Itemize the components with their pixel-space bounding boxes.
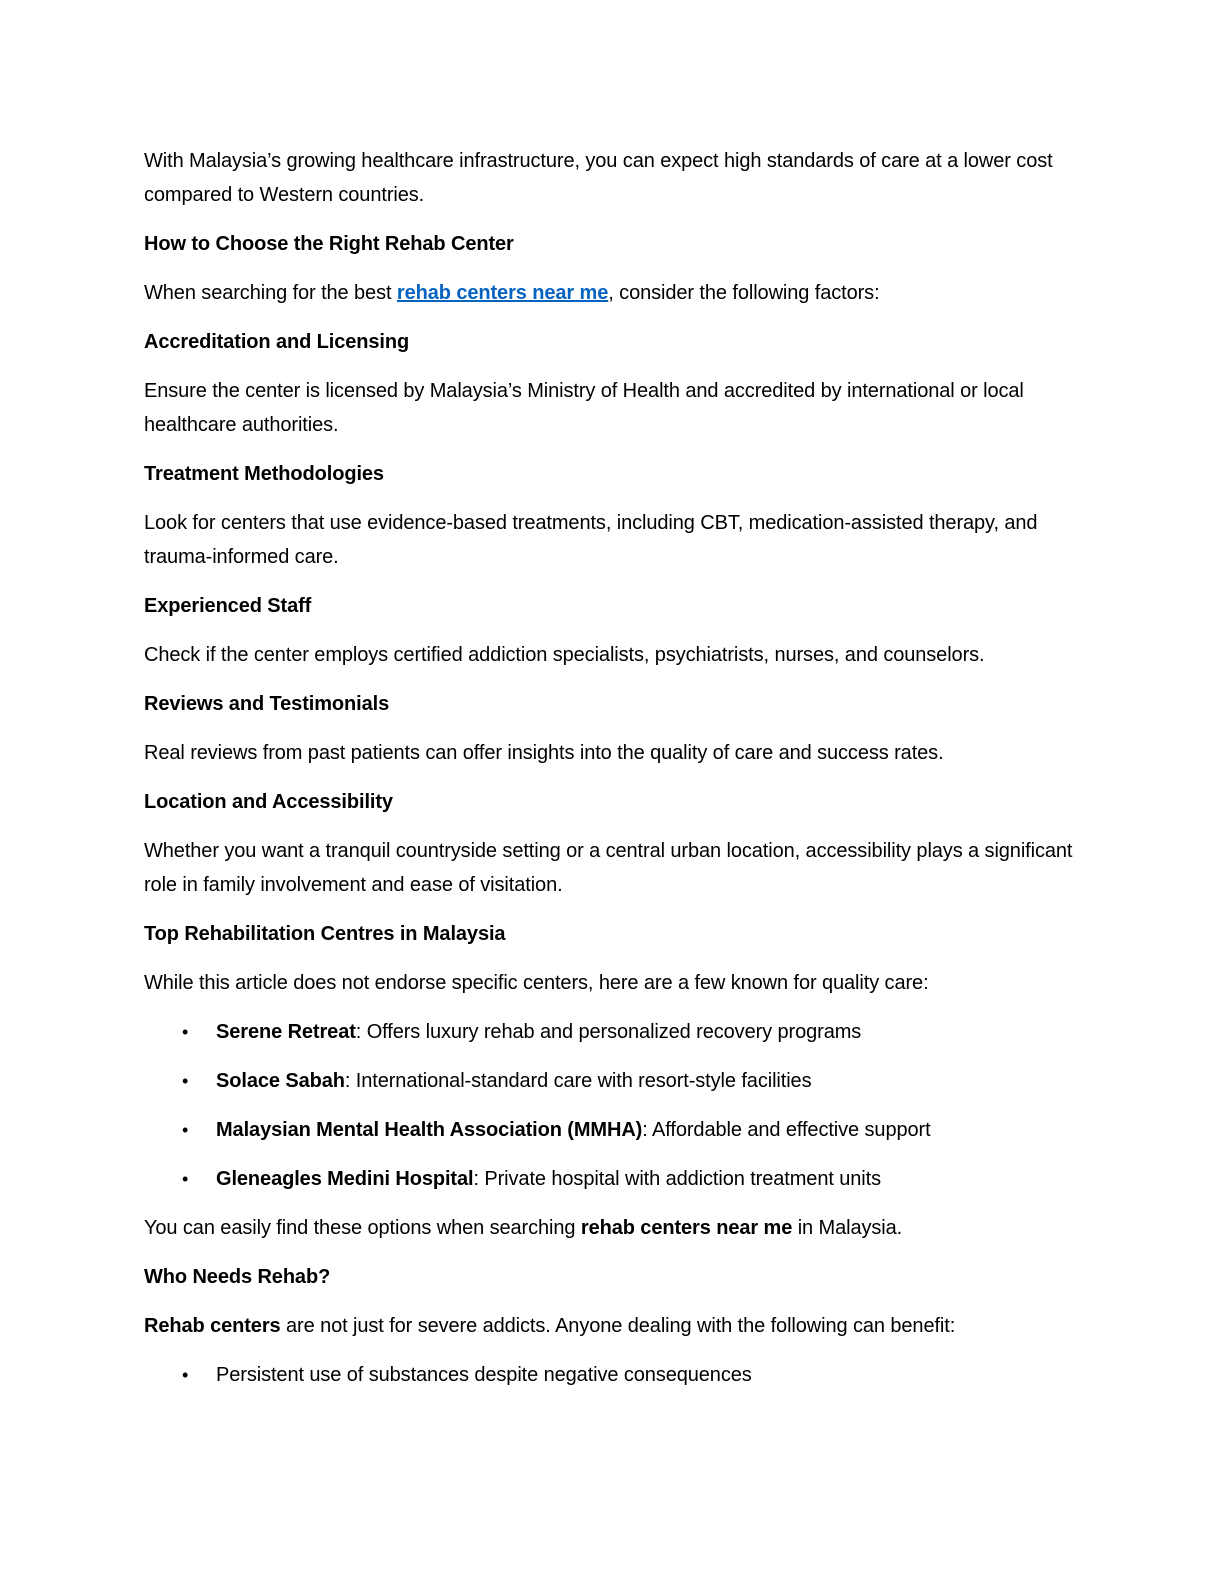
paragraph-accreditation-licensing: Ensure the center is licensed by Malaysia’s Ministry of Health and accredited by international or local healthcare authorities. (144, 380, 1024, 436)
centre-desc: : Private hospital with addiction treatment units (473, 1168, 882, 1190)
centre-desc: : Affordable and effective support (642, 1119, 931, 1141)
bullet-icon: • (182, 1120, 189, 1140)
centre-name: Serene Retreat (216, 1021, 356, 1043)
paragraph-experienced-staff: Check if the center employs certified addiction specialists, psychiatrists, nurses, and counselors. (144, 644, 985, 666)
who-needs-lead (144, 1309, 1080, 1343)
who-needs-list (144, 1358, 1080, 1392)
who-needs-keyword: Rehab centers (144, 1315, 281, 1337)
benefit-text: Persistent use of substances despite negative consequences (216, 1364, 752, 1386)
outro-text-post: in Malaysia. (792, 1217, 903, 1239)
how-to-choose-lead (144, 276, 1080, 310)
list-item-gleneagles-medini (144, 1162, 1080, 1196)
centre-name: Gleneagles Medini Hospital (216, 1168, 474, 1190)
who-needs-text: are not just for severe addicts. Anyone dealing with the following can benefit: (280, 1315, 956, 1337)
centre-name: Solace Sabah (216, 1070, 345, 1092)
lead-text-pre: When searching for the best (144, 282, 397, 304)
bullet-icon: • (182, 1071, 189, 1091)
paragraph-location-accessibility: Whether you want a tranquil countryside setting or a central urban location, accessibility plays a significant role in family involvement and ease of visitation. (144, 840, 1073, 896)
heading-treatment-methodologies: Treatment Methodologies (144, 463, 384, 485)
bullet-icon: • (182, 1022, 189, 1042)
heading-accreditation-licensing: Accreditation and Licensing (144, 331, 410, 353)
centre-desc: : International-standard care with resort-style facilities (344, 1070, 812, 1092)
top-centres-lead: While this article does not endorse specific centers, here are a few known for quality care: (144, 972, 929, 994)
bullet-icon: • (182, 1365, 189, 1385)
heading-how-to-choose: How to Choose the Right Rehab Center (144, 233, 514, 255)
intro-paragraph: With Malaysia’s growing healthcare infrastructure, you can expect high standards of care at a lower cost compared to Western countries. (144, 150, 1053, 206)
heading-experienced-staff: Experienced Staff (144, 595, 312, 617)
outro-keyword: rehab centers near me (580, 1217, 793, 1239)
top-centres-outro (144, 1211, 1080, 1245)
heading-location-accessibility: Location and Accessibility (144, 791, 393, 813)
list-item-mmha (144, 1113, 1080, 1147)
list-item-solace-sabah (144, 1064, 1080, 1098)
lead-text-post: , consider the following factors: (608, 282, 880, 304)
paragraph-treatment-methodologies: Look for centers that use evidence-based treatments, including CBT, medication-assisted therapy, and trauma-informed care. (144, 512, 1038, 568)
heading-top-centres: Top Rehabilitation Centres in Malaysia (144, 923, 506, 945)
centre-desc: : Offers luxury rehab and personalized recovery programs (355, 1021, 862, 1043)
centre-name: Malaysian Mental Health Association (MMHA) (216, 1119, 643, 1141)
top-centres-list (144, 1015, 1080, 1196)
list-item-serene-retreat (144, 1015, 1080, 1049)
list-item-persistent-use (144, 1358, 1080, 1392)
paragraph-reviews-testimonials: Real reviews from past patients can offer insights into the quality of care and success rates. (144, 742, 944, 764)
heading-reviews-testimonials: Reviews and Testimonials (144, 693, 390, 715)
outro-text-pre: You can easily find these options when searching (144, 1217, 581, 1239)
rehab-centers-near-me-link[interactable]: rehab centers near me (396, 282, 609, 304)
heading-who-needs-rehab: Who Needs Rehab? (144, 1266, 331, 1288)
bullet-icon: • (182, 1169, 189, 1189)
